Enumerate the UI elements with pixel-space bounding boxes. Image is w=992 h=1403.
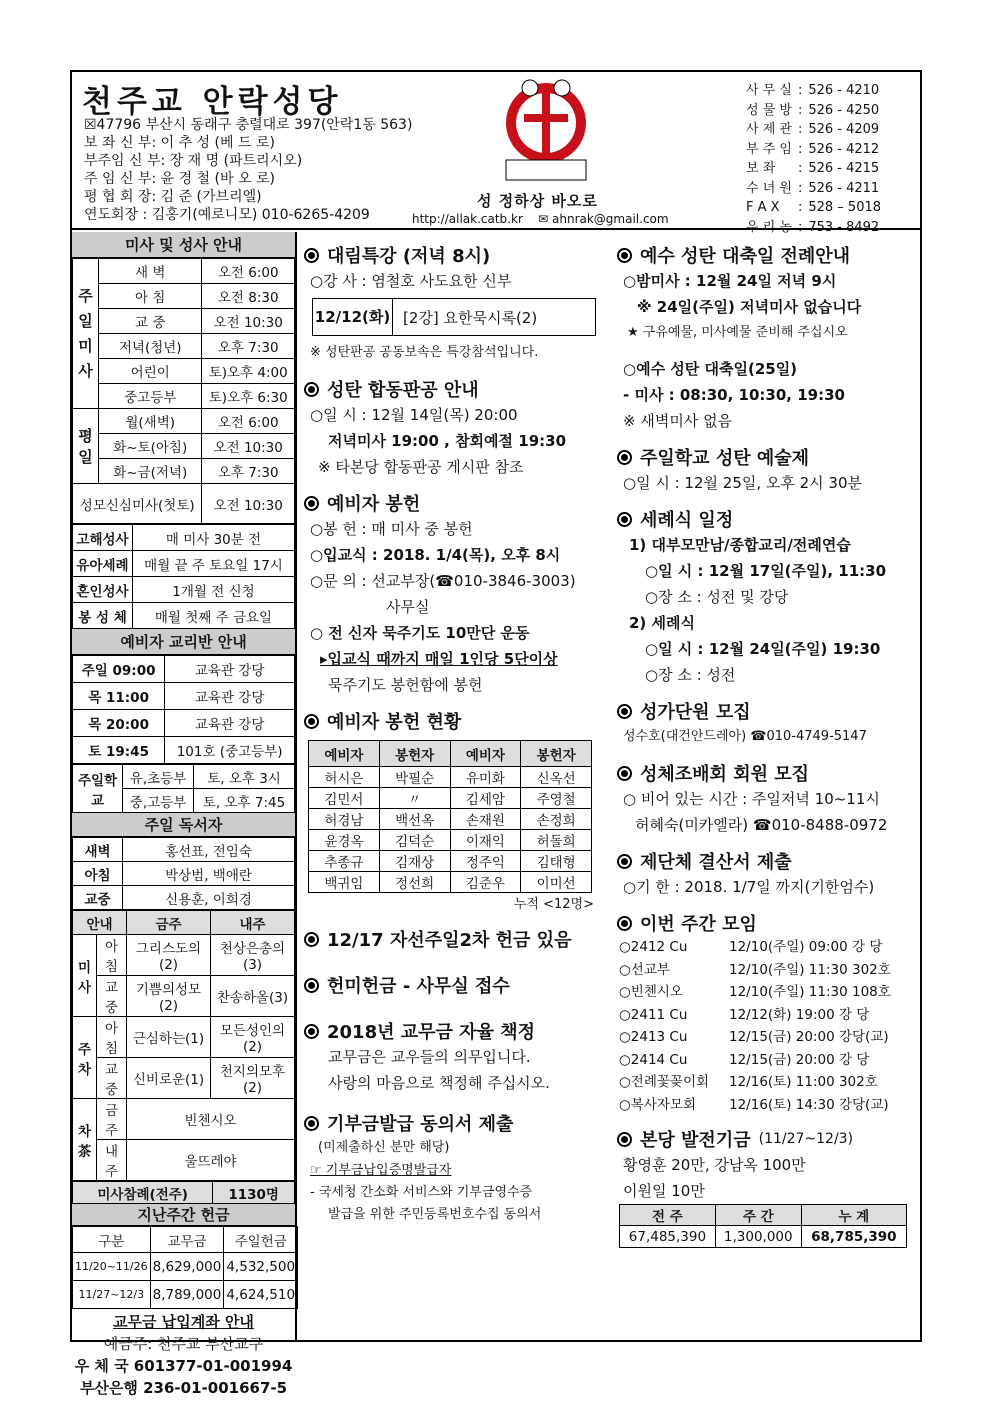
reader-mass: 새벽 xyxy=(73,838,123,862)
contact-label: 사 무 실 xyxy=(746,83,792,98)
heading-text: 헌미헌금 - 사무실 접수 xyxy=(327,976,510,997)
section-heading xyxy=(617,444,917,470)
left-column xyxy=(72,232,297,1397)
mass-time: 오후 7:30 xyxy=(202,334,295,359)
donor-head: 봉헌자 xyxy=(379,741,450,767)
account-line: 우 체 국 601377-01-001994 xyxy=(74,1357,293,1375)
header xyxy=(72,72,920,235)
meeting-group: ○선교부 xyxy=(619,961,670,978)
guide-week: 내주 xyxy=(97,1140,127,1181)
meeting-group: ○2411 Cu xyxy=(619,1006,688,1023)
fund-table xyxy=(619,1204,907,1248)
text-line: ※ 새벽미사 없음 xyxy=(623,412,733,430)
text-line: ★ 구유예물, 미사예물 준비해 주십시오 xyxy=(627,325,848,340)
attendance-count: 1130명 xyxy=(213,1182,295,1204)
heading-sub: (11/27~12/3) xyxy=(758,1131,854,1147)
meeting-group: ○2413 Cu xyxy=(619,1029,688,1045)
donor-cell: 김세암 xyxy=(450,788,521,809)
text-line: ○ 비어 있는 시간 : 주일저녁 10~11시 xyxy=(623,790,880,808)
section-heading xyxy=(617,910,917,936)
mass-name: 화~금(저녁) xyxy=(99,459,202,484)
section-heading xyxy=(617,848,917,874)
radio-bullet-icon xyxy=(617,1132,632,1147)
contact-number: 526 - 4211 xyxy=(808,180,880,196)
sacrament-info: 매월 첫째 주 금요일 xyxy=(133,603,295,629)
donor-cell: 허돌희 xyxy=(521,830,592,851)
heading-text: 성체조배회 회원 모집 xyxy=(640,764,810,785)
heading-text: 이번 주간 모임 xyxy=(640,914,757,935)
contact-label: 부 주 임 xyxy=(746,141,792,157)
mass-name: 교 중 xyxy=(99,309,202,334)
radio-bullet-icon xyxy=(304,1116,319,1131)
guide-head: 내주 xyxy=(211,911,295,935)
offering-title: 지난주간 헌금 xyxy=(72,1204,295,1226)
school-label: 주일학교 xyxy=(73,765,123,813)
guide-this: 신비로운(1) xyxy=(127,1058,211,1099)
donor-cell: 정선희 xyxy=(379,872,450,893)
class-time: 목 20:00 xyxy=(73,710,165,737)
mass-time: 오전 8:30 xyxy=(202,284,295,309)
reader-names: 신용훈, 이희경 xyxy=(123,886,295,910)
text-line: ▸입교식 때까지 매일 1인당 5단이상 xyxy=(320,650,558,668)
catechumen-table xyxy=(72,655,295,764)
heading-text: 예비자 봉헌 현황 xyxy=(327,712,462,733)
donor-cell: 김민서 xyxy=(309,788,380,809)
parish-title: 천주교 안락성당 xyxy=(82,84,343,120)
mass-name: 아 침 xyxy=(99,284,202,309)
donor-cell: 주영철 xyxy=(521,788,592,809)
donor-cell: 추종규 xyxy=(309,851,380,872)
text-line: 사무실 xyxy=(386,598,430,616)
contact-number: 526 - 4250 xyxy=(808,102,880,118)
class-place: 교육관 강당 xyxy=(165,710,295,737)
fund-value: 1,300,000 xyxy=(715,1226,801,1248)
text-line: ○일 시 : 12월 17일(주일), 11:30 xyxy=(645,562,887,580)
text-line: 사랑의 마음으로 책정해 주십시오. xyxy=(328,1074,550,1092)
guide-next: 모든성인의(2) xyxy=(211,1017,295,1058)
school-time: 토, 오후 7:45 xyxy=(194,789,295,813)
class-time: 목 11:00 xyxy=(73,683,165,710)
donor-cell: 백귀임 xyxy=(309,872,380,893)
donor-head: 봉헌자 xyxy=(521,741,592,767)
offering-head: 주일헌금 xyxy=(224,1227,298,1253)
website-link[interactable]: http://allak.catb.kr xyxy=(412,212,523,226)
motto: 성 정하상 바오로 xyxy=(477,192,598,210)
school-grade: 유,초등부 xyxy=(123,765,194,789)
meeting-group: ○복사자모회 xyxy=(619,1096,696,1113)
account-line: 부산은행 236-01-001667-5 xyxy=(79,1379,288,1397)
fund-head: 누 계 xyxy=(801,1205,906,1226)
contact-number: 528 – 5018 xyxy=(808,200,882,215)
donor-cell: 김준우 xyxy=(450,872,521,893)
mass-title: 미사 및 성사 안내 xyxy=(72,232,295,258)
offering-value: 4,624,510 xyxy=(224,1281,298,1309)
donor-cell: 유미화 xyxy=(450,767,521,788)
section-heading xyxy=(304,708,604,734)
fund-value: 67,485,390 xyxy=(620,1226,716,1248)
text-line: ○밤미사 : 12월 24일 저녁 9시 xyxy=(623,272,837,290)
contact-label: 보 좌 xyxy=(746,161,776,176)
contact-number: 526 - 4215 xyxy=(808,161,880,176)
text-line: ○일 시 : 12월 25일, 오후 2시 30분 xyxy=(623,474,863,492)
sacrament-name: 고해성사 xyxy=(73,525,133,551)
meeting-time: 12/15(금) 20:00 강 당 xyxy=(729,1051,870,1068)
middle-column xyxy=(304,232,604,1226)
section-heading xyxy=(304,490,604,516)
offering-value: 4,532,500 xyxy=(224,1253,298,1281)
section-heading xyxy=(304,926,604,952)
parish-logo-icon xyxy=(496,78,596,188)
donor-cell: 〃 xyxy=(379,788,450,809)
heading-text: 주일학교 성탄 예술제 xyxy=(640,448,810,469)
right-column xyxy=(617,232,917,1248)
guide-next: 천상은총의(3) xyxy=(211,935,295,976)
url-line xyxy=(412,212,669,226)
lecture-date: 12/12(화) xyxy=(313,298,393,336)
radio-bullet-icon xyxy=(304,496,319,511)
text-line: 발급을 위한 주민등록번호수집 동의서 xyxy=(328,1207,542,1222)
radio-bullet-icon xyxy=(617,704,632,719)
donor-cell: 이미선 xyxy=(521,872,592,893)
guide-mass: 교중 xyxy=(97,976,127,1017)
meeting-time: 12/12(화) 19:00 강 당 xyxy=(729,1006,870,1023)
text-line: 1) 대부모만남/종합교리/전례연습 xyxy=(629,536,851,554)
contact-label: F A X xyxy=(746,200,780,215)
heart-mass: 성모신심미사(첫토) xyxy=(73,484,202,524)
section-heading xyxy=(304,972,604,998)
mass-time: 오전 6:00 xyxy=(202,409,295,434)
contact-label: 성 물 방 xyxy=(746,102,792,118)
radio-bullet-icon xyxy=(304,382,319,397)
class-time: 토 19:45 xyxy=(73,737,165,764)
offering-head: 교무금 xyxy=(150,1227,224,1253)
text-line: 성수호(대건안드레아) ☎010-4749-5147 xyxy=(623,729,867,744)
reader-names: 홍선표, 전임숙 xyxy=(123,838,295,862)
address: ☒47796 부산시 동래구 충렬대로 397(안락1동 563) xyxy=(84,117,413,133)
donor-head: 예비자 xyxy=(309,741,380,767)
attendance-table xyxy=(72,1181,295,1204)
radio-bullet-icon xyxy=(304,248,319,263)
guide-next: 천지의모후(2) xyxy=(211,1058,295,1099)
donor-cell: 윤경옥 xyxy=(309,830,380,851)
text-line: 묵주기도 봉헌함에 봉헌 xyxy=(328,676,483,694)
account-title: 교무금 납입계좌 안내 xyxy=(113,1313,254,1331)
contact-number: 526 - 4209 xyxy=(808,122,880,137)
heading-text: 성탄 합동판공 안내 xyxy=(327,380,479,401)
radio-bullet-icon xyxy=(617,450,632,465)
mass-time: 토)오후 4:00 xyxy=(202,359,295,384)
class-place: 101호 (중고등부) xyxy=(165,737,295,764)
staff-line: 보 좌 신 부: 이 추 성 (베 드 로) xyxy=(84,135,275,151)
guide-group: 주차 xyxy=(73,1017,97,1099)
mass-name: 저녁(청년) xyxy=(99,334,202,359)
offering-head: 구분 xyxy=(73,1227,151,1253)
class-place: 교육관 강당 xyxy=(165,656,295,683)
guide-next: 찬송하올(3) xyxy=(211,976,295,1017)
sacrament-info: 1개월 전 신청 xyxy=(133,577,295,603)
guide-group: 차茶 xyxy=(73,1099,97,1181)
guide-this: 근심하는(1) xyxy=(127,1017,211,1058)
donor-table xyxy=(308,740,592,893)
radio-bullet-icon xyxy=(304,932,319,947)
contact-number: 526 - 4212 xyxy=(808,141,880,157)
donor-cell: 박필순 xyxy=(379,767,450,788)
text-line: (미제출하신 분만 해당) xyxy=(318,1140,450,1155)
text-line: ○강 사 : 염철호 사도요한 신부 xyxy=(310,272,512,290)
lecture-box xyxy=(312,298,596,336)
radio-bullet-icon xyxy=(617,512,632,527)
offering-value: 8,789,000 xyxy=(150,1281,224,1309)
section-heading xyxy=(617,506,917,532)
text-line: ☞ 기부금납입증명발급자 xyxy=(310,1163,452,1178)
text-line: ○ 전 신자 묵주기도 10만단 운동 xyxy=(310,624,530,642)
radio-bullet-icon xyxy=(617,766,632,781)
radio-bullet-icon xyxy=(304,1024,319,1039)
account-block xyxy=(72,1309,295,1399)
heading-text: 2018년 교무금 자율 책정 xyxy=(327,1022,536,1043)
mass-time: 오전 6:00 xyxy=(202,259,295,284)
mass-name: 중고등부 xyxy=(99,384,202,409)
school-time: 토, 오후 3시 xyxy=(194,765,295,789)
meeting-group: ○전례꽃꽂이회 xyxy=(619,1074,710,1090)
guide-head: 안내 xyxy=(73,911,127,935)
tea-group: 빈첸시오 xyxy=(127,1099,295,1140)
fund-head: 주 간 xyxy=(715,1205,801,1226)
mass-name: 화~토(아침) xyxy=(99,434,202,459)
meeting-time: 12/10(주일) 09:00 강 당 xyxy=(729,939,883,955)
contacts-table: 사 무 실 : 526 - 4210 성 물 방 : 526 - 4250 사 제 관 : 526 - 4209 부 주 임 : 526 - 4212 보 좌 : 526 - 4215 수 녀 원 : 526 - 4211 F A X : 528 – 5018 우 리 농 : 753 - 8492 xyxy=(746,83,882,235)
weekday-label: 평일 xyxy=(73,409,99,484)
mass-time: 오후 7:30 xyxy=(202,459,295,484)
heading-text: 제단체 결산서 제출 xyxy=(640,852,792,873)
heading-text: 세례식 일정 xyxy=(640,510,734,531)
staff-line: 연도회장 : 김홍기(예로니모) 010-6265-4209 xyxy=(84,207,370,223)
text-line: ○일 시 : 12월 24일(주일) 19:30 xyxy=(645,640,881,658)
section-heading xyxy=(617,760,917,786)
donor-cell: 손정희 xyxy=(521,809,592,830)
text-line: ○예수 성탄 대축일(25일) xyxy=(623,360,798,378)
guide-head: 금주 xyxy=(127,911,211,935)
meeting-group: ○2412 Cu xyxy=(619,939,688,955)
catechumen-title: 예비자 교리반 안내 xyxy=(72,629,295,655)
text-line: ○봉 헌 : 매 미사 중 봉헌 xyxy=(310,520,473,538)
text-line: ○문 의 : 선교부장(☎010-3846-3003) xyxy=(310,572,576,590)
sacrament-info: 매 미사 30분 전 xyxy=(133,525,295,551)
sunday-label: 주일미사 xyxy=(73,259,99,409)
contact-label: 수 녀 원 xyxy=(746,180,792,196)
heading-text: 12/17 자선주일2차 헌금 있음 xyxy=(327,930,572,951)
text-line: ○장 소 : 성전 xyxy=(645,666,736,684)
offering-period: 11/27~12/3 xyxy=(73,1281,151,1309)
staff-line: 주 임 신 부: 윤 경 철 (바 오 로) xyxy=(84,171,275,187)
guide-mass: 교중 xyxy=(97,1058,127,1099)
mass-time: 오전 10:30 xyxy=(202,309,295,334)
guide-table xyxy=(72,910,295,1181)
guide-this: 그리스도의(2) xyxy=(127,935,211,976)
contact-number: 526 - 4210 xyxy=(808,83,880,98)
class-place: 교육관 강당 xyxy=(165,683,295,710)
donor-cell: 이재익 xyxy=(450,830,521,851)
radio-bullet-icon xyxy=(617,854,632,869)
donor-cell: 김덕순 xyxy=(379,830,450,851)
address-block xyxy=(84,116,412,224)
text-line: ※ 성탄판공 공동보속은 특강참석입니다. xyxy=(310,345,539,360)
meeting-time: 12/10(주일) 11:30 108호 xyxy=(729,984,891,1000)
reader-mass: 교중 xyxy=(73,886,123,910)
meeting-group: ○2414 Cu xyxy=(619,1051,688,1068)
section-heading xyxy=(304,1110,604,1136)
text-line: ○기 한 : 2018. 1/7일 까지(기한엄수) xyxy=(623,878,875,896)
donor-cell: 신옥선 xyxy=(521,767,592,788)
offering-period: 11/20~11/26 xyxy=(73,1253,151,1281)
offering-value: 8,629,000 xyxy=(150,1253,224,1281)
lecture-topic: [2강] 요한묵시록(2) xyxy=(403,308,538,327)
guide-group: 미사 xyxy=(73,935,97,1017)
text-line: 허혜숙(미카엘라) ☎010-8488-0972 xyxy=(635,816,888,834)
offering-table xyxy=(72,1226,298,1309)
heading-text: 기부금발급 동의서 제출 xyxy=(327,1114,514,1135)
sacrament-name: 유아세례 xyxy=(73,551,133,577)
radio-bullet-icon xyxy=(304,714,319,729)
meeting-group: ○빈첸시오 xyxy=(619,984,683,1000)
reader-mass: 아침 xyxy=(73,862,123,886)
donor-total: 누적 <12명> xyxy=(513,897,594,912)
heading-text: 대림특강 (저녁 8시) xyxy=(327,246,491,267)
sacrament-table xyxy=(72,524,295,629)
heading-text: 본당 발전기금 xyxy=(640,1130,751,1151)
meeting-time: 12/16(토) 11:00 302호 xyxy=(729,1074,878,1090)
heart-time: 오전 10:30 xyxy=(202,484,295,524)
section-heading xyxy=(617,242,917,268)
guide-mass: 아침 xyxy=(97,935,127,976)
readers-table xyxy=(72,837,295,910)
class-time: 주일 09:00 xyxy=(73,656,165,683)
radio-bullet-icon xyxy=(304,978,319,993)
mass-name: 월(새벽) xyxy=(99,409,202,434)
school-table xyxy=(72,764,295,813)
contact-label: 우 리 농 xyxy=(746,219,792,235)
text-line: - 미사 : 08:30, 10:30, 19:30 xyxy=(623,386,845,404)
donor-cell: 정주익 xyxy=(450,851,521,872)
readers-title: 주일 독서자 xyxy=(72,813,295,837)
attendance-label: 미사참례(전주) xyxy=(73,1182,213,1204)
meetings-table xyxy=(619,936,891,1116)
section-heading xyxy=(304,376,604,402)
text-line: ※ 24일(주일) 저녁미사 없습니다 xyxy=(637,298,862,316)
contact-number: 753 - 8492 xyxy=(808,219,880,235)
fund-value: 68,785,390 xyxy=(801,1226,906,1248)
meeting-time: 12/16(토) 14:30 강당(교) xyxy=(729,1096,889,1113)
sacrament-info: 매월 끝 주 토요일 17시 xyxy=(133,551,295,577)
heading-text: 예비자 봉헌 xyxy=(327,494,421,515)
donor-cell: 김재상 xyxy=(379,851,450,872)
donor-head: 예비자 xyxy=(450,741,521,767)
mass-table xyxy=(72,258,295,524)
text-line: ○일 시 : 12월 14일(목) 20:00 xyxy=(310,406,518,424)
staff-line: 부주임 신 부: 장 재 명 (파트리시오) xyxy=(84,153,303,169)
donor-cell: 김태형 xyxy=(521,851,592,872)
text-line: ※ 타본당 합동판공 게시판 참조 xyxy=(318,458,524,476)
reader-names: 박상범, 백애란 xyxy=(123,862,295,886)
donor-cell: 허시은 xyxy=(309,767,380,788)
staff-line: 평 협 회 장: 김 준 (가브리엘) xyxy=(84,189,262,205)
mass-time: 오전 10:30 xyxy=(202,434,295,459)
guide-mass: 아침 xyxy=(97,1017,127,1058)
donor-cell: 허경남 xyxy=(309,809,380,830)
text-line: - 국세청 간소화 서비스와 기부금영수증 xyxy=(310,1185,533,1200)
section-heading xyxy=(617,1126,917,1152)
radio-bullet-icon xyxy=(617,916,632,931)
donor-cell: 손재원 xyxy=(450,809,521,830)
section-heading xyxy=(304,242,604,268)
mass-name: 어린이 xyxy=(99,359,202,384)
guide-this: 기쁨의성모(2) xyxy=(127,976,211,1017)
contact-label: 사 제 관 xyxy=(746,122,792,137)
heading-text: 예수 성탄 대축일 전례안내 xyxy=(640,246,851,267)
school-grade: 중,고등부 xyxy=(123,789,194,813)
text-line: ○입교식 : 2018. 1/4(목), 오후 8시 xyxy=(310,546,561,564)
account-line: 예금주: 천주교 부산교구 xyxy=(103,1335,264,1353)
text-line: 이원일 10만 xyxy=(623,1182,705,1200)
section-heading xyxy=(304,1018,604,1044)
text-line: 교무금은 교우들의 의무입니다. xyxy=(328,1048,531,1066)
donor-cell: 백선옥 xyxy=(379,809,450,830)
mass-name: 새 벽 xyxy=(99,259,202,284)
mass-time: 토)오후 6:30 xyxy=(202,384,295,409)
email-link[interactable]: ✉ ahnrak@gmail.com xyxy=(538,212,669,226)
heading-text: 성가단원 모집 xyxy=(640,702,751,723)
fund-head: 전 주 xyxy=(620,1205,716,1226)
sacrament-name: 봉 성 체 xyxy=(73,603,133,629)
tea-group: 울뜨레야 xyxy=(127,1140,295,1181)
meeting-time: 12/15(금) 20:00 강당(교) xyxy=(729,1029,889,1045)
sacrament-name: 혼인성사 xyxy=(73,577,133,603)
radio-bullet-icon xyxy=(617,248,632,263)
section-heading xyxy=(617,698,917,724)
text-line: 황영훈 20만, 강남옥 100만 xyxy=(623,1156,806,1174)
guide-week: 금주 xyxy=(97,1099,127,1140)
text-line: ○장 소 : 성전 및 강당 xyxy=(645,588,789,606)
text-line: 2) 세례식 xyxy=(629,614,695,632)
meeting-time: 12/10(주일) 11:30 302호 xyxy=(729,961,891,978)
bulletin-page xyxy=(70,70,922,1397)
text-line: 저녁미사 19:00 , 참회예절 19:30 xyxy=(328,432,567,450)
